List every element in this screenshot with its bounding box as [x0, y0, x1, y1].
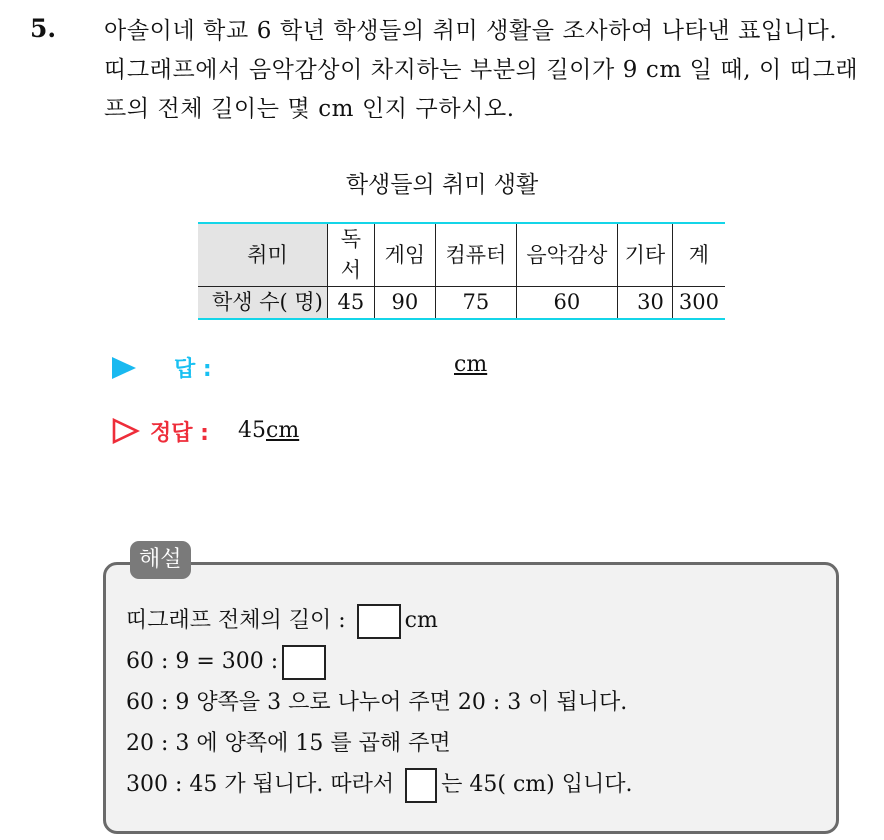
explanation-tag: 해설 [130, 541, 191, 579]
explanation-line: 60 : 9 양쪽을 3 으로 나누어 주면 20 : 3 이 됩니다. [126, 690, 628, 715]
value-cell: 60 [516, 287, 617, 320]
correct-value-group [238, 418, 299, 443]
value-cell: 75 [435, 287, 516, 320]
row-label: 학생 수( 명) [198, 287, 327, 320]
blank-box [282, 645, 326, 680]
explanation-lines [126, 600, 632, 805]
explanation-line [126, 641, 632, 682]
value-cell: 45 [327, 287, 374, 320]
answer-row [112, 352, 612, 386]
question-number: 5. [30, 14, 57, 43]
explanation-line [126, 600, 632, 641]
blank-box [405, 768, 437, 803]
explanation-text: 300 : 45 가 됩니다. 따라서 [126, 772, 395, 797]
table-row [198, 287, 725, 320]
correct-value: 45 [238, 418, 266, 443]
explanation-text: 띠그래프 전체의 길이 : [126, 608, 346, 633]
header-cell: 기타 [617, 223, 672, 287]
correct-answer-row [112, 416, 612, 450]
explanation-text: 는 45( cm) 입니다. [441, 772, 633, 797]
explanation-line [126, 764, 632, 805]
value-cell: 300 [672, 287, 725, 320]
header-cell: 음악감상 [516, 223, 617, 287]
answer-unit: cm [454, 352, 488, 377]
header-cell: 컴퓨터 [435, 223, 516, 287]
question-text: 아솔이네 학교 6 학년 학생들의 취미 생활을 조사하여 나타낸 표입니다. 띠그래프에서 음악감상이 차지하는 부분의 길이가 9 cm 일 때, 이 띠그래프의 전체 길이는 몇 cm 인지 구하시오. [104, 18, 859, 122]
header-cell: 게임 [374, 223, 435, 287]
correct-label: 정답 : [150, 421, 209, 446]
blank-box [357, 604, 401, 639]
explanation-text: 60 : 9 = 300 : [126, 649, 279, 674]
header-cell: 취미 [198, 223, 327, 287]
correct-unit: cm [266, 418, 300, 443]
table-title: 학생들의 취미 생활 [345, 172, 539, 198]
header-cell: 계 [672, 223, 725, 287]
outline-play-icon [112, 418, 140, 444]
explanation-unit: cm [404, 608, 438, 633]
header-cell: 독서 [327, 223, 374, 287]
hobby-table [198, 222, 725, 320]
table-header-row [198, 223, 725, 287]
explanation-line: 20 : 3 에 양쪽에 15 를 곱해 주면 [126, 731, 451, 756]
value-cell: 90 [374, 287, 435, 320]
play-icon [112, 357, 136, 379]
value-cell: 30 [617, 287, 672, 320]
answer-label: 답 : [174, 357, 212, 382]
